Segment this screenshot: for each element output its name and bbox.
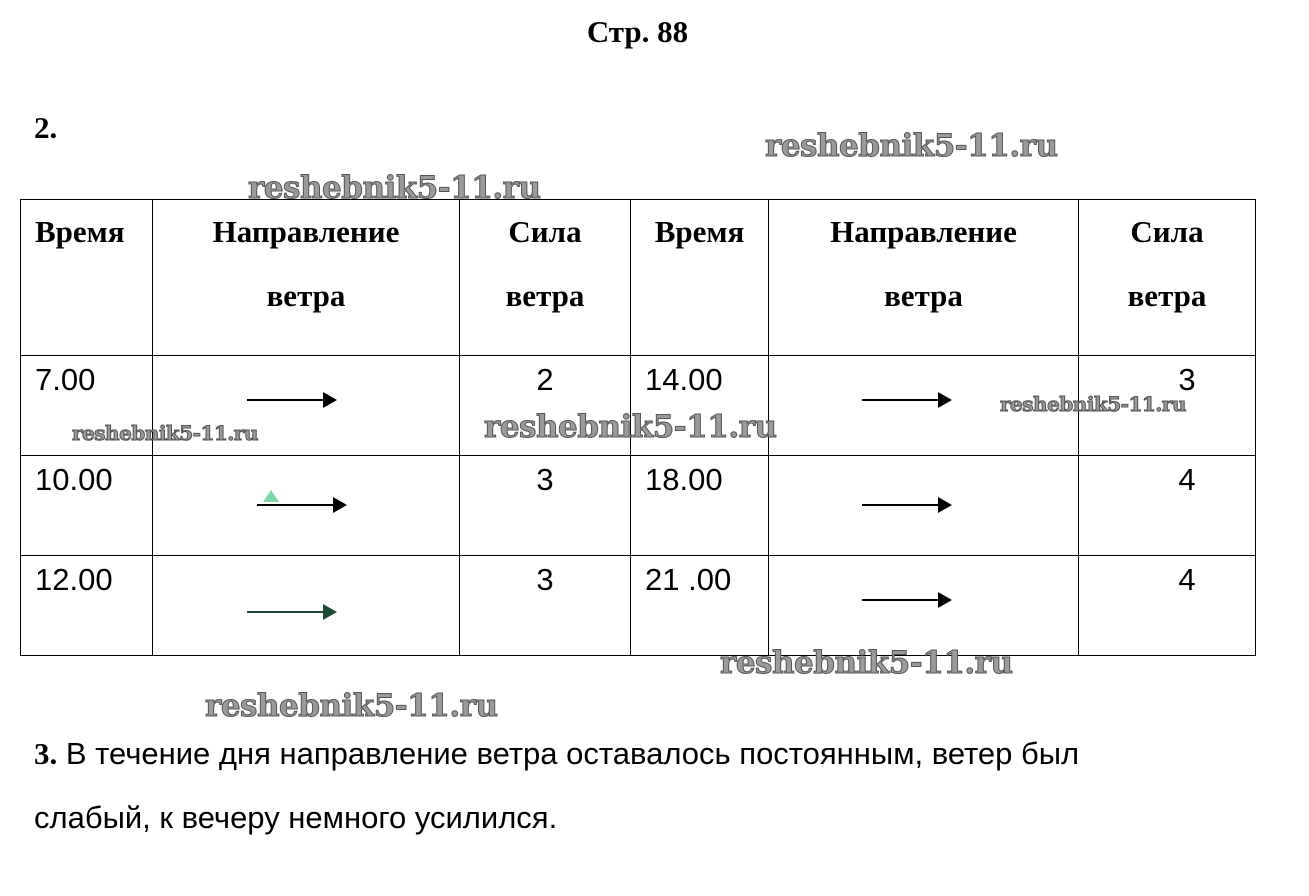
- table-row: [21, 456, 1256, 556]
- east-arrow-icon: [257, 504, 345, 506]
- watermark: reshebnik5-11.ru: [205, 688, 498, 724]
- force-cell: 4: [1079, 456, 1256, 556]
- header-direction-left-line2: ветра: [266, 278, 346, 313]
- header-force-right-line2: ветра: [1127, 278, 1207, 313]
- header-direction-left: [153, 200, 460, 356]
- header-time-left: [21, 200, 153, 356]
- header-direction-left-line1: Направление: [212, 214, 400, 249]
- direction-cell: [153, 456, 460, 556]
- task-3-text-line2: слабый, к вечеру немного усилился.: [34, 800, 558, 835]
- watermark: reshebnik5-11.ru: [72, 421, 258, 445]
- time-cell: 14.00: [631, 356, 769, 456]
- east-arrow-icon: [247, 611, 335, 613]
- force-cell: 2: [460, 356, 631, 456]
- force-cell: 3: [460, 556, 631, 656]
- time-cell: 10.00: [21, 456, 153, 556]
- header-force-left-line1: Сила: [508, 214, 582, 249]
- watermark: reshebnik5-11.ru: [484, 409, 777, 445]
- watermark: reshebnik5-11.ru: [765, 128, 1058, 164]
- task-2-number: 2.: [34, 110, 58, 145]
- header-time-right: [631, 200, 769, 356]
- page-title: Стр. 88: [586, 14, 689, 49]
- watermark: reshebnik5-11.ru: [720, 645, 1013, 681]
- time-cell: 12.00: [21, 556, 153, 656]
- watermark: reshebnik5-11.ru: [248, 170, 541, 206]
- force-cell: 3: [460, 456, 631, 556]
- direction-cell: [769, 556, 1079, 656]
- time-cell: 18.00: [631, 456, 769, 556]
- east-arrow-icon: [247, 399, 335, 401]
- east-arrow-icon: [862, 399, 950, 401]
- header-direction-right: [769, 200, 1079, 356]
- direction-cell: [769, 456, 1079, 556]
- watermark: reshebnik5-11.ru: [1000, 392, 1186, 416]
- time-cell: 7.00: [21, 356, 153, 456]
- header-time-left-text: Время: [35, 214, 125, 249]
- task-3-number: 3.: [34, 736, 58, 771]
- direction-cell: [153, 556, 460, 656]
- east-arrow-icon: [862, 599, 950, 601]
- table-row: [21, 556, 1256, 656]
- task-3-text-line1: В течение дня направление ветра оставалось постоянным, ветер был: [65, 736, 1080, 771]
- time-cell: 21 .00: [631, 556, 769, 656]
- force-cell: 3: [1079, 356, 1256, 456]
- header-force-right: [1079, 200, 1256, 356]
- header-force-left: [460, 200, 631, 356]
- triangle-icon: [263, 490, 279, 502]
- header-time-right-text: Время: [654, 214, 745, 249]
- header-force-right-line1: Сила: [1130, 214, 1204, 249]
- header-direction-right-line2: ветра: [884, 278, 963, 313]
- task-3-answer: [34, 722, 1274, 850]
- header-direction-right-line1: Направление: [830, 214, 1017, 249]
- header-force-left-line2: ветра: [505, 278, 585, 313]
- force-cell: 4: [1079, 556, 1256, 656]
- table-header-row: [21, 200, 1256, 356]
- east-arrow-icon: [862, 504, 950, 506]
